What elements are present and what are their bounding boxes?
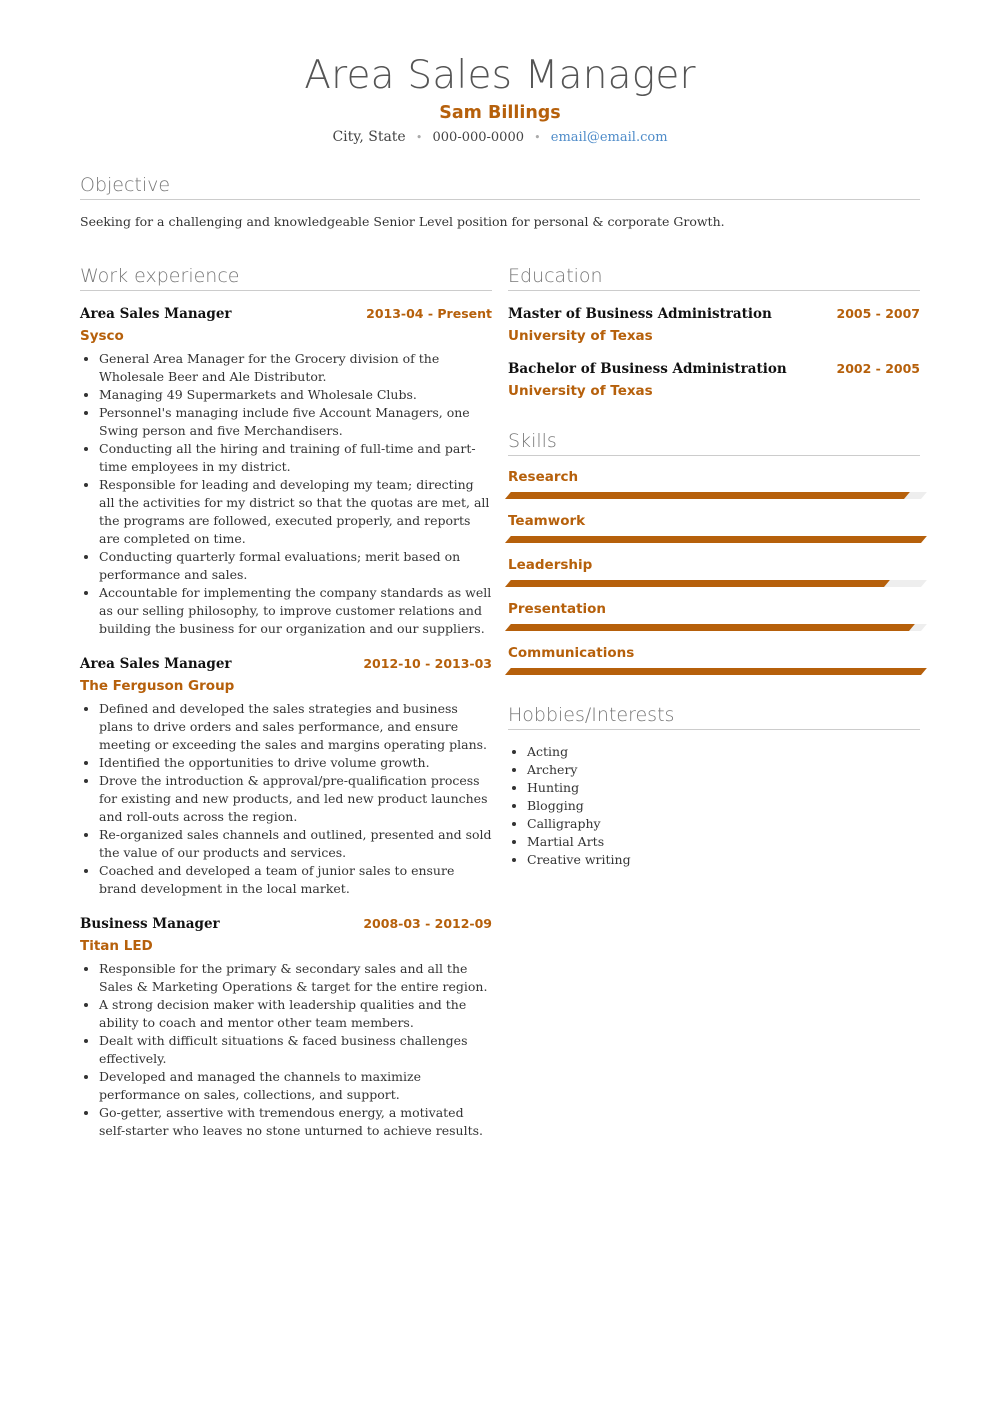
skill-name: Leadership [508,557,593,573]
resume-header [80,0,920,147]
skills-list [508,468,920,675]
hobby-item: • Creative writing [527,851,920,869]
education-heading: Education [508,264,920,291]
job-title-text: Business Manager [80,916,220,932]
education-entry [508,304,920,346]
job-bullet: • Accountable for implementing the company standards as well as our selling philosophy, to improve customer relations and building the business for our organization and our suppliers. [99,584,492,638]
degree-dates: 2002 - 2005 [836,361,920,376]
job-bullet: • Personnel's managing include five Account Managers, one Swing person and five Merchandisers. [99,404,492,440]
job-title: Area Sales Manager [304,53,696,98]
separator-dot: • [534,131,541,144]
job-bullet: • Developed and managed the channels to maximize performance on sales, collections, and support. [99,1068,492,1104]
skill-item [508,556,920,587]
objective-heading: Objective [80,173,920,200]
hobby-item: • Acting [527,743,920,761]
job-bullet: • Dealt with difficult situations & faced business challenges effectively. [99,1032,492,1068]
job-dates: 2012-10 - 2013-03 [363,656,492,671]
job-entry-head [80,914,492,934]
job-bullet: • A strong decision maker with leadership qualities and the ability to coach and mentor other team members. [99,996,492,1032]
skill-name: Research [508,469,579,485]
skill-name: Presentation [508,601,607,617]
phone-text: 000-000-0000 [432,130,524,145]
job-bullet: • Responsible for leading and developing my team; directing all the activities for my district so that the quotas are met, all the programs are followed, executed properly, and reports are completed on time. [99,476,492,548]
job-entry [80,914,492,1140]
company-name: Titan LED [80,938,153,954]
skill-level-fill [505,580,889,587]
education-entry-head [508,304,920,324]
job-bullet: • Identified the opportunities to drive volume growth. [99,754,492,772]
job-dates: 2008-03 - 2012-09 [363,916,492,931]
job-bullet: • Coached and developed a team of junior sales to ensure brand development in the local market. [99,862,492,898]
education-section [508,264,920,401]
job-bullet: • Managing 49 Supermarkets and Wholesale Clubs. [99,386,492,404]
objective-text: Seeking for a challenging and knowledgeable Senior Level position for personal & corporate Growth. [80,214,725,229]
location-text: City, State [332,129,406,145]
job-bullet: • General Area Manager for the Grocery division of the Wholesale Beer and Ale Distributor. [99,350,492,386]
skill-level-bar [505,580,927,587]
skill-level-fill [505,668,927,675]
company-name: Sysco [80,328,124,344]
hobby-item: • Calligraphy [527,815,920,833]
work-experience-list [80,304,492,1140]
job-entry-head [80,304,492,324]
skill-level-bar [505,536,927,543]
job-bullet: • Conducting all the hiring and training of full-time and part-time employees in my district. [99,440,492,476]
contact-line [80,128,920,147]
job-bullet: • Defined and developed the sales strategies and business plans to drive orders and sales performance, and ensure meeting or exceeding the sales and margins operating plans. [99,700,492,754]
hobbies-list [508,743,920,869]
job-title-text: Area Sales Manager [80,306,232,322]
skill-level-fill [505,536,927,543]
degree-name: Master of Business Administration [508,306,772,322]
right-column [508,264,920,1140]
job-bullet: • Drove the introduction & approval/pre-qualification process for existing and new products, and led new product launches and roll-outs across the region. [99,772,492,826]
email-link[interactable]: email@email.com [550,130,668,145]
skill-level-bar [505,624,927,631]
degree-dates: 2005 - 2007 [836,306,920,321]
education-entry [508,359,920,401]
education-entry-head [508,359,920,379]
company-name: The Ferguson Group [80,678,235,694]
hobbies-section [508,703,920,869]
candidate-name: Sam Billings [439,103,561,123]
hobby-item: • Hunting [527,779,920,797]
job-bullet: • Responsible for the primary & secondary sales and all the Sales & Marketing Operations & target for the entire region. [99,960,492,996]
skill-name: Teamwork [508,513,586,529]
left-column [80,264,492,1140]
skill-level-bar [505,492,927,499]
skill-item [508,644,920,675]
skill-level-fill [505,492,910,499]
job-entry [80,654,492,898]
skill-level-fill [505,624,914,631]
skills-heading: Skills [508,429,920,456]
skill-item [508,468,920,499]
job-bullet: • Go-getter, assertive with tremendous energy, a motivated self-starter who leaves no stone unturned to achieve results. [99,1104,492,1140]
objective-section [80,173,920,231]
job-dates: 2013-04 - Present [366,306,492,321]
skill-item [508,600,920,631]
job-entry-head [80,654,492,674]
hobby-item: • Martial Arts [527,833,920,851]
job-bullet: • Conducting quarterly formal evaluations; merit based on performance and sales. [99,548,492,584]
job-bullet: • Re-organized sales channels and outlined, presented and sold the value of our products and services. [99,826,492,862]
job-bullet-list [80,700,492,898]
job-entry [80,304,492,638]
hobby-item: • Archery [527,761,920,779]
education-list [508,304,920,401]
separator-dot: • [415,131,423,144]
two-column-body [80,264,920,1140]
work-experience-heading: Work experience [80,264,492,291]
hobbies-heading: Hobbies/Interests [508,703,920,730]
job-title-text: Area Sales Manager [80,656,232,672]
job-bullet-list [80,960,492,1140]
skill-item [508,512,920,543]
job-bullet-list [80,350,492,638]
hobby-item: • Blogging [527,797,920,815]
school-name: University of Texas [508,328,653,344]
skills-section [508,429,920,675]
skill-name: Communications [508,645,635,661]
degree-name: Bachelor of Business Administration [508,361,787,377]
skill-level-bar [505,668,927,675]
school-name: University of Texas [508,383,653,399]
